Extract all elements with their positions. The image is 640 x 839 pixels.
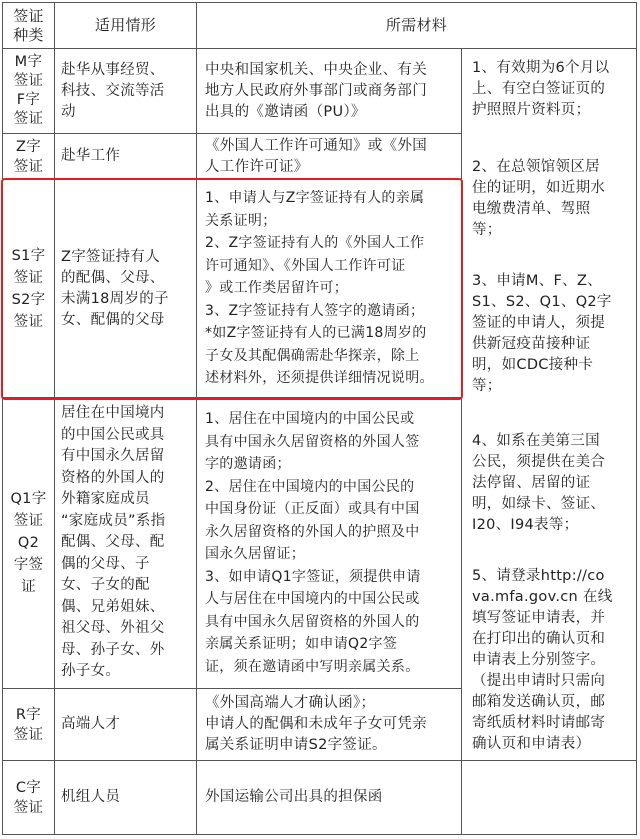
note-passport: 1、有效期为6个月以 上、有空白签证页的 护照照片资料页； <box>472 60 610 118</box>
row-q-materials: 1、居住在中国境内的中国公民或 具有中国永久居留资格的外国人签 字的邀请函； 2、居住在中国境内的中国公民的 中国身份证（正反面）或具有中国 永久居留资格的外国人的护照及中 国永久居留证； 3、如申请Q1字签证，须提供申请 人与居住在中国境内的中国公民或 具有中国永久居留资格的外国人的 亲属关系证明；如申请Q2字签 证，须在邀请函中写明亲属关系。 <box>205 411 421 675</box>
note-online-application: 5、请登录http://co va.mfa.gov.cn 在线 填写签证申请表，并 在打印出的确认页和 申请表上分别签字。 （提出申请时只需向 邮箱发送确认页，邮 寄纸质材料时请邮寄 确认页和申请表） <box>472 568 613 752</box>
row-q-situation: 居住在中国境内 的中国公民或具 有中国永久居留 资格的外国人的 外籍家庭成员 “家庭成员”系指 配偶、父母、配 偶的父母、子 女、子女的配 偶、兄弟姐妹、 祖父母、外祖父 母、孙子女、外 孙子女。 <box>61 405 166 680</box>
row-z-type: Z字 签证 <box>13 138 44 175</box>
row-c-materials: 外国运输公司出具的担保函 <box>205 789 383 805</box>
header-situation: 适用情形 <box>94 16 157 34</box>
visa-materials-table <box>2 2 637 835</box>
row-r-situation: 高端人才 <box>61 716 121 732</box>
row-mf-type: M字 签证 F字 签证 <box>13 54 44 127</box>
note-residence-proof: 2、在总领馆领区居 住的证明，如近期水 电缴费清单、驾照 等； <box>472 159 606 238</box>
grid-line <box>2 834 637 835</box>
row-s-materials: 1、申请人与Z字签证持有人的亲属 关系证明； 2、Z字签证持有人的《外国人工作 许可通知》、《外国人工作许可证 》或工作类居留许可； 3、Z字签证持有人签字的邀请函； *如Z字签证持有人的已满18周岁的 子女及其配偶确需赴华探亲，除上 述材料外，还须提供详细情况说明。 <box>205 190 434 387</box>
row-mf-materials: 中央和国家机关、中央企业、有关 地方人民政府外事部门或商务部门 出具的《邀请函（PU）》 <box>205 61 427 120</box>
row-mf-situation: 赴华从事经贸、 科技、交流等活 动 <box>61 61 165 120</box>
row-z-materials: 《外国人工作许可通知》或《外国 人工作许可证》 <box>205 137 427 175</box>
row-r-materials: 《外国高端人才确认函》； 申请人的配偶和未成年子女可凭亲 属关系证明申请S2字签证。 <box>205 695 427 753</box>
row-c-situation: 机组人员 <box>61 789 121 805</box>
row-s-situation: Z字签证持有人 的配偶、父母、 未满18周岁的子 女、配偶的父母 <box>61 248 169 328</box>
header-materials: 所需材料 <box>385 16 448 34</box>
row-r-type: R字 签证 <box>13 706 44 743</box>
row-z-situation: 赴华工作 <box>61 148 121 164</box>
note-third-country: 4、如系在美第三国 公民，须提供在美合 法停留、居留的证 明，如绿卡、签证、 I20、I94表等； <box>472 433 606 533</box>
grid-line <box>636 2 637 835</box>
note-vaccination: 3、申请M、F、Z、 S1、S2、Q1、Q2字 签证的申请人，须提 供新冠疫苗接种证 明，如CDC接种卡 等； <box>472 273 612 394</box>
row-c-type: C字 签证 <box>13 779 44 816</box>
highlight-box-s-visa <box>1 178 463 400</box>
common-requirements-notes <box>462 54 636 760</box>
row-s-type: S1字 签证 S2字 签证 <box>11 247 46 330</box>
row-q-type: Q1字 签证 Q2 字签 证 <box>10 491 47 595</box>
header-visa-type: 签证 种类 <box>13 6 44 44</box>
